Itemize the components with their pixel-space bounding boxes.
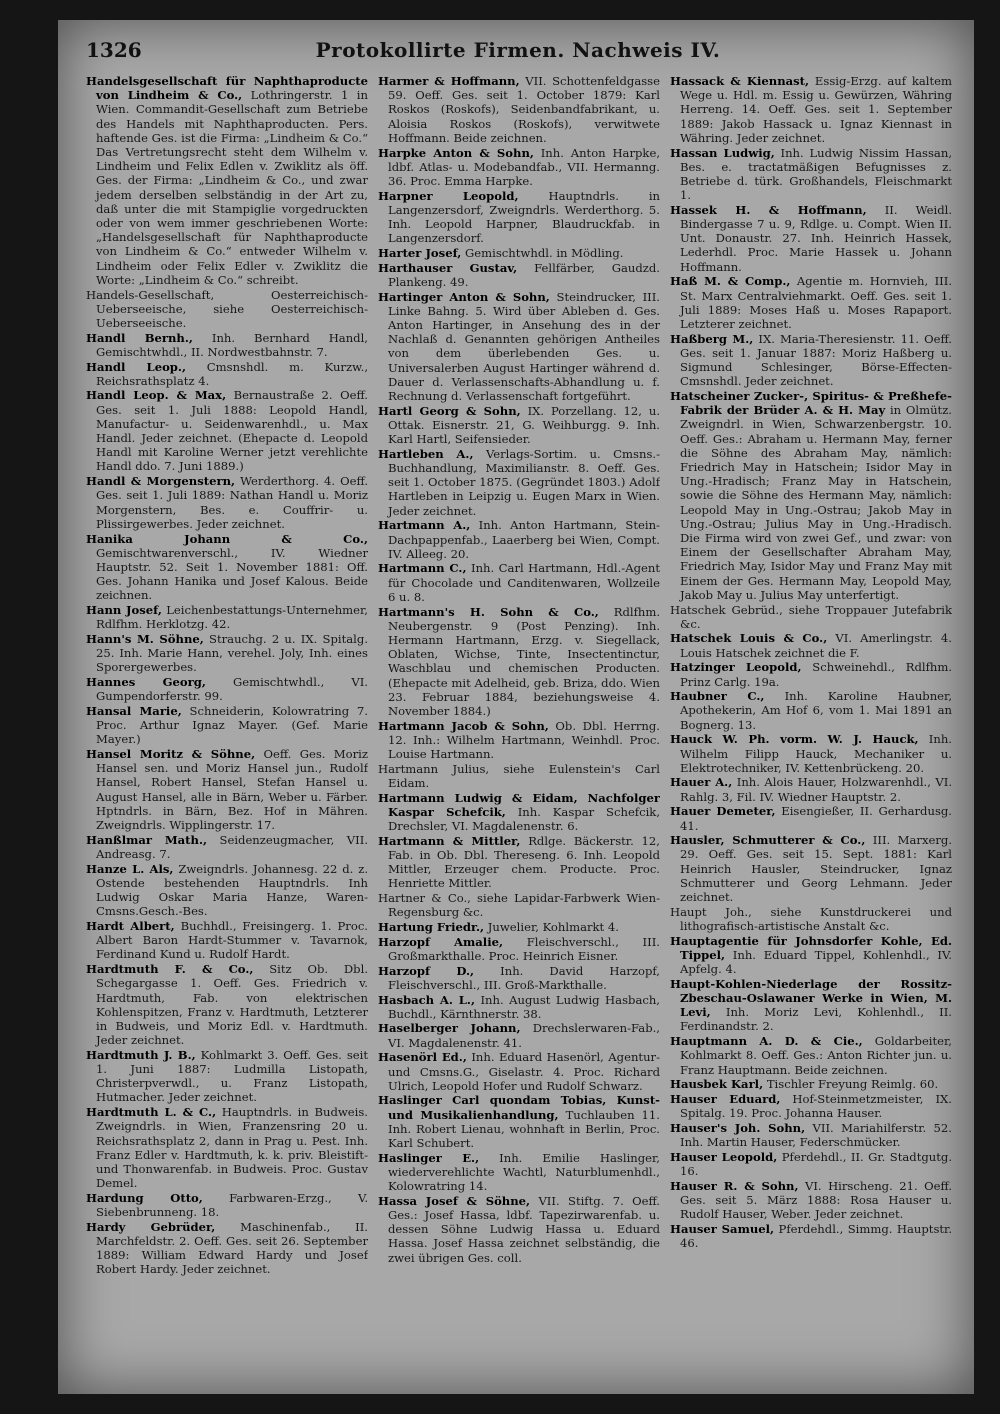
entry-text: Fellfärber, Gaudzd. Plankeng. 49. [388, 260, 660, 289]
directory-entry [378, 1093, 660, 1150]
entry-text: Strauchg. 2 u. IX. Spitalg. 25. Inh. Marie Hann, verehel. Joly, Inh. eines Sporergewerbes. [96, 631, 368, 675]
running-title: Protokollirte Firmen. Nachweis IV. [315, 38, 721, 62]
firm-name: Hartl Georg & Sohn, [378, 403, 521, 418]
firm-name: Hartmann C., [378, 561, 467, 576]
directory-entry [670, 274, 952, 331]
firm-name: Handelsgesellschaft für Naphthaproducte von Lindheim & Co., [86, 74, 368, 103]
page-header [86, 38, 950, 68]
entry-text: Inh. Anton Harpke, ldbf. Atlas- u. Modebandfab., VII. Hermanng. 36. Proc. Emma Harpke. [388, 145, 660, 188]
entry-text: Steindrucker, III. Linke Bahng. 5. Wird über Ableben d. Ges. Anton Hartinger, in Ansehung des in der Nachlaß d. Genannten gehörigen Antheiles von dem überlebenden Ges. u. Universalerben August Hartinger während d. Dauer d. Verlassenschafts-Abhandlung u. f. Rechnung d. Verlassenschaft fortgeführt. [388, 289, 660, 403]
entry-text: Handels-Gesellschaft, Oesterreichisch-Ueberseeische, siehe Oesterreichisch-Ueberseeische. [86, 287, 368, 330]
entry-text: III. Marxerg. 29. Oeff. Ges. seit 15. Sept. 1881: Karl Heinrich Hausler, Steindrucker, Ignaz Schmutterer und Georg Lehmann. Jeder zeichnet. [680, 833, 952, 905]
directory-entry [378, 964, 660, 992]
firm-name: Hausbek Karl, [670, 1077, 764, 1092]
directory-entry [670, 660, 952, 688]
firm-name: Hardtmuth F. & Co., [86, 962, 254, 977]
firm-name: Haßberg M., [670, 331, 754, 346]
entry-text: Inh. Anton Hartmann, Stein-Dachpappenfab., Laaerberg bei Wien, Compt. IV. Alleeg. 20. [388, 518, 660, 561]
firm-name: Harpke Anton & Sohn, [378, 145, 534, 160]
directory-entry [86, 474, 368, 531]
entry-text: Goldarbeiter, Kohlmarkt 8. Oeff. Ges.: Anton Richter jun. u. Franz Hauptmann. Beide zeichnen. [680, 1034, 952, 1077]
firm-name: Hassa Josef & Söhne, [378, 1193, 531, 1208]
entry-text: Schneiderin, Kolowratring 7. Proc. Arthur Ignaz Mayer. (Gef. Marie Mayer.) [96, 703, 368, 747]
entry-text: Eisengießer, II. Gerhardusg. 41. [680, 804, 952, 833]
directory-entry [86, 388, 368, 473]
firm-name: Harmer & Hoffmann, [378, 74, 520, 88]
directory-entry [670, 775, 952, 803]
firm-name: Hardtmuth J. B., [86, 1047, 196, 1062]
firm-name: Handl Leop. & Max, [86, 388, 227, 403]
entry-text: Agentie m. Hornvieh, III. St. Marx Centralviehmarkt. Oeff. Ges. seit 1. Juli 1889: Moses Haß u. Moses Rapaport. Letzterer zeichnet. [680, 274, 952, 331]
directory-entry [86, 603, 368, 631]
directory-entry [670, 833, 952, 904]
firm-name: Haslinger E., [378, 1150, 480, 1165]
firm-name: Hausler, Schmutterer & Co., [670, 833, 866, 848]
directory-entry [378, 1021, 660, 1049]
directory-entry [670, 389, 952, 602]
directory-entry [670, 804, 952, 832]
entry-text: Sitz Ob. Dbl. Schegargasse 1. Oeff. Ges. Friedrich v. Hardtmuth, Fab. von elektrischen Kohlenspitzen, Franz v. Hardtmuth, Letzterer in Budweis, und Moriz Edl. v. Hardtmuth. Jeder zeichnet. [96, 962, 368, 1048]
column-right [670, 74, 952, 1378]
firm-name: Handl Bernh., [86, 330, 193, 345]
firm-name: Hauptmann A. D. & Cie., [670, 1034, 863, 1049]
directory-entry [86, 331, 368, 359]
firm-name: Harzopf D., [378, 963, 475, 978]
directory-entry [670, 203, 952, 274]
firm-name: Hartung Friedr., [378, 919, 485, 934]
firm-name: Hanika Johann & Co., [86, 531, 368, 546]
directory-entry [378, 719, 660, 762]
columns-container [86, 74, 952, 1378]
entry-text: Gemischtwhdl., VI. Gumpendorferstr. 99. [96, 675, 368, 704]
entry-text: Inh. Karoline Haubner, Apothekerin, Am Hof 6, vom 1. Mai 1891 an Bognerg. 13. [680, 689, 952, 732]
directory-entry [378, 189, 660, 246]
entry-text: Hartner & Co., siehe Lapidar-Farbwerk Wien-Regensburg &c. [378, 891, 660, 920]
firm-name: Hannes Georg, [86, 675, 206, 690]
directory-page [58, 20, 974, 1394]
firm-name: Hauser Leopold, [670, 1149, 778, 1164]
entry-text: Inh. Emilie Haslinger, wiederverehlichte Wachtl, Naturblumenhdl., Kolowratring 14. [388, 1150, 660, 1194]
entry-text: Ob. Dbl. Herrng. 12. Inh.: Wilhelm Hartmann, Weinhdl. Proc. Louise Hartmann. [388, 718, 660, 762]
column-middle [378, 74, 660, 1378]
directory-entry [378, 261, 660, 289]
firm-name: Hartmann Jacob & Sohn, [378, 718, 549, 733]
entry-text: Hauptndrls. in Budweis. Zweigndrls. in Wien, Franzensring 20 u. Reichsrathsplatz 2, dann in Prag u. Pest. Inh. Franz Edler v. Hardtmuth, k. k. priv. Bleistift- und Thonwarenfab. in Budweis. Proc. Gustav Demel. [96, 1105, 368, 1191]
directory-entry [86, 1220, 368, 1277]
entry-text: Farbwaren-Erzg., V. Siebenbrunneng. 18. [96, 1190, 368, 1220]
entry-text: Schweinehdl., Rdlfhm. Prinz Carlg. 19a. [680, 660, 952, 689]
firm-name: Hatschek Louis & Co., [670, 631, 828, 646]
firm-name: Hartmann & Mittler, [378, 833, 521, 848]
directory-entry [670, 905, 952, 933]
entry-text: Inh. David Harzopf, Fleischverschl., III. Groß-Markthalle. [388, 963, 660, 992]
firm-name: Hardung Otto, [86, 1190, 203, 1205]
entry-text: Juwelier, Kohlmarkt 4. [487, 919, 619, 934]
directory-entry [86, 747, 368, 832]
firm-name: Hauck W. Ph. vorm. W. J. Hauck, [670, 732, 919, 747]
directory-entry [670, 934, 952, 977]
firm-name: Hassack & Kiennast, [670, 74, 810, 88]
entry-text: Zweigndrls. Johannesg. 22 d. z. Ostende bestehenden Hauptndrls. Inh Ludwig Oskar Maria Hanze, Waren-Cmsns.Gesch.-Bes. [96, 861, 368, 919]
directory-entry [378, 791, 660, 834]
directory-entry [86, 704, 368, 747]
entry-text: Kohlmarkt 3. Oeff. Ges. seit 1. Juni 1887: Ludmilla Listopath, Christerpverwdl., u. Franz Listopath, Hutmacher. Jeder zeichnet. [96, 1047, 368, 1105]
entry-text: II. Weidl. Bindergasse 7 u. 9, Rdlge. u. Compt. Wien II. Unt. Donaustr. 27. Inh. Heinrich Hassek, Lederhdl. Proc. Marie Hassek u. Johann Hoffmann. [680, 202, 952, 274]
entry-text: Buchhdl., Freisingerg. 1. Proc. Albert Baron Hardt-Stummer v. Tavarnok, Ferdinand Kund u. Rudolf Hardt. [96, 918, 368, 962]
column-left [86, 74, 368, 1378]
firm-name: Hardtmuth L. & C., [86, 1105, 217, 1120]
entry-text: Verlags-Sortim. u. Cmsns.-Buchhandlung, Maximilianstr. 8. Oeff. Ges. seit 1. October 1875. (Gegründet 1803.) Adolf Hartleben in Leipzig u. Eugen Marx in Wien. Jeder zeichnet. [388, 446, 660, 518]
firm-name: Hartmann Ludwig & Eidam, Nachfolger Kaspar Schefcik, [378, 790, 660, 819]
directory-entry [670, 1179, 952, 1222]
firm-name: Hasbach A. L., [378, 992, 475, 1007]
entry-text: in Olmütz. Zweigndrl. in Wien, Schwarzenbergstr. 10. Oeff. Ges.: Abraham u. Hermann May, ferner die Söhne des Abraham May, nämlich: Friedrich May in Hatschein; Isidor May in Ung.-Hradisch; Franz May in Hatschein, sowie die Söhne des Hermann May, nämlich: Leopold May in Ung.-Ostrau; Jakob May in Ung.-Ostrau; Julius May in Ung.-Hradisch. Die Firma wird von zwei Gef., und zwar: von Einem der Gesellschafter Abraham May, Friedrich May, Isidor May und Franz May mit Einem der Ges. Hermann May, Leopold May, Jakob May u. Julius May unterfertigt. [680, 403, 952, 602]
entry-text: Pferdehdl., Simmg. Hauptstr. 46. [680, 1221, 952, 1250]
directory-entry [378, 834, 660, 891]
entry-text: Hauptndrls. in Langenzersdorf, Zweigndrls. Werderthorg. 5. Inh. Leopold Harpner, Blaudruckfab. in Langenzersdorf. [388, 188, 660, 246]
entry-text: Cmsnshdl. m. Kurzw., Reichsrathsplatz 4. [96, 359, 368, 388]
entry-text: Hof-Steinmetzmeister, IX. Spitalg. 19. Proc. Johanna Hauser. [680, 1091, 952, 1121]
directory-entry [670, 977, 952, 1034]
entry-text: Gemischtwarenverschl., IV. Wiedner Hauptstr. 52. Seit 1. November 1881: Off. Ges. Johann Hanika und Josef Kalous. Beide zeichnen. [96, 545, 368, 603]
entry-text: Fleischverschl., III. Großmarkthalle. Proc. Heinrich Eisner. [388, 934, 660, 963]
firm-name: Hauser's Joh. Sohn, [670, 1120, 806, 1135]
directory-entry [86, 632, 368, 675]
directory-entry [86, 675, 368, 703]
directory-entry [378, 993, 660, 1021]
entry-text: VII. Schottenfeldgasse 59. Oeff. Ges. seit 1. October 1879: Karl Roskos (Roskofs), Seidenbandfabrikant, u. Aloisia Roskos (Roskofs), verwitwete Hoffmann. Beide zeichnen. [388, 74, 660, 145]
firm-name: Hanßlmar Math., [86, 832, 208, 847]
firm-name: Harpner Leopold, [378, 188, 519, 203]
entry-text: Rdlfhm. Neubergenstr. 9 (Post Penzing). Inh. Hermann Hartmann, Erzg. v. Siegellack, Oblaten, Wichse, Tinte, Insectentinctur, Waschblau und chemischen Producten. (Ehepacte mit Adelheid, geb. Briza, ddo. Wien 23. Februar 1884, beziehungsweise 4. November 1884.) [388, 604, 660, 718]
firm-name: Hauser R. & Sohn, [670, 1178, 799, 1193]
firm-name: Harthauser Gustav, [378, 260, 518, 275]
directory-entry [86, 288, 368, 331]
directory-entry [670, 1077, 952, 1091]
directory-entry [86, 1048, 368, 1105]
directory-entry [378, 404, 660, 447]
entry-text: Inh. Kaspar Schefcik, Drechsler, VI. Magdalenenstr. 6. [388, 804, 660, 834]
entry-text: Essig-Erzg. auf kaltem Wege u. Hdl. m. Essig u. Gewürzen, Währing Herreng. 14. Oeff. Ges. seit 1. September 1889: Jakob Hassack u. Ignaz Kiennast in Währing. Jeder zeichnet. [680, 74, 952, 145]
entry-text: Tuchlauben 11. Inh. Robert Lienau, wohnhaft in Berlin, Proc. Karl Schubert. [388, 1107, 660, 1151]
firm-name: Hansal Marie, [86, 703, 182, 718]
firm-name: Hardy Gebrüder, [86, 1219, 216, 1234]
firm-name: Hauser Samuel, [670, 1221, 775, 1236]
directory-entry [670, 631, 952, 659]
entry-text: Oeff. Ges. Moriz Hansel sen. und Moriz Hansel jun., Rudolf Hansel, Robert Hansel, Stefan Hansel u. August Hansel, alle in Bärn, Weber u. Färber. Hptndrls. in Bärn, Bez. Hof in Mähren. Zweigndrls. Wipplingerstr. 17. [96, 747, 368, 833]
entry-text: VI. Amerlingstr. 4. Louis Hatschek zeichnet die F. [680, 631, 952, 660]
firm-name: Hauer A., [670, 775, 733, 790]
entry-text: IX. Porzellang. 12, u. Ottak. Eisnerstr. 21, G. Weihburgg. 9. Inh. Karl Hartl, Seifensieder. [388, 403, 660, 447]
directory-entry [670, 1034, 952, 1077]
directory-entry [86, 1191, 368, 1219]
page-number: 1326 [86, 38, 142, 62]
firm-name: Hansel Moritz & Söhne, [86, 747, 256, 762]
directory-entry [670, 732, 952, 775]
firm-name: Hauptagentie für Johnsdorfer Kohle, Ed. Tippel, [670, 933, 952, 962]
directory-entry [378, 920, 660, 934]
entry-text: Rdlge. Bäckerstr. 12, Fab. in Ob. Dbl. Thereseng. 6. Inh. Leopold Mittler, Erzeuger chem. Producte. Proc. Henriette Mittler. [388, 833, 660, 891]
directory-entry [378, 561, 660, 604]
firm-name: Hartleben A., [378, 446, 474, 461]
directory-entry [86, 74, 368, 287]
entry-text: Inh. Eduard Hasenörl, Agentur- und Cmsns.G., Giselastr. 4. Proc. Richard Ulrich, Leopold Hofer und Rudolf Schwarz. [388, 1050, 660, 1093]
directory-entry [378, 246, 660, 260]
entry-text: Gemischtwhdl. in Mödling. [465, 245, 624, 260]
directory-entry [378, 605, 660, 719]
firm-name: Hassek H. & Hoffmann, [670, 202, 867, 217]
firm-name: Haslinger Carl quondam Tobias, Kunst- und Musikalienhandlung, [378, 1093, 660, 1122]
directory-entry [670, 1150, 952, 1178]
firm-name: Hasenörl Ed., [378, 1050, 467, 1065]
entry-text: Leichenbestattungs-Unternehmer, Rdlfhm. Herklotzg. 42. [96, 603, 368, 632]
entry-text: Drechslerwaren-Fab., VI. Magdalenenstr. 41. [388, 1021, 660, 1050]
directory-entry [378, 74, 660, 145]
firm-name: Hartmann A., [378, 518, 471, 533]
directory-entry [670, 1092, 952, 1120]
entry-text: Pferdehdl., II. Gr. Stadtgutg. 16. [680, 1149, 952, 1178]
entry-text: Inh. August Ludwig Hasbach, Buchdl., Kärnthnerstr. 38. [388, 992, 660, 1021]
entry-text: Maschinenfab., II. Marchfeldstr. 2. Oeff. Ges. seit 26. September 1889: William Edward Hardy und Josef Robert Hardy. Jeder zeichnet. [96, 1219, 368, 1277]
entry-text: IX. Maria-Theresienstr. 11. Oeff. Ges. seit 1. Januar 1887: Moriz Haßberg u. Sigmund Schlesinger, Börse-Effecten-Cmsnshdl. Jeder zeichnet. [680, 331, 952, 389]
directory-entry [378, 935, 660, 963]
directory-entry [378, 891, 660, 919]
firm-name: Hardt Albert, [86, 918, 175, 933]
firm-name: Hauer Demeter, [670, 804, 776, 819]
directory-entry [670, 146, 952, 203]
firm-name: Harter Josef, [378, 245, 462, 260]
firm-name: Hartmann's H. Sohn & Co., [378, 604, 599, 619]
directory-entry [670, 332, 952, 389]
entry-text: Bernaustraße 2. Oeff. Ges. seit 1. Juli 1888: Leopold Handl, Manufactur- u. Seidenwarenhdl., u. Max Handl. Jeder zeichnet. (Ehepacte d. Leopold Handl mit Karoline Werner jetzt verehlichte Handl ddo. 7. Juni 1889.) [96, 388, 368, 474]
directory-entry [86, 962, 368, 1047]
firm-name: Harzopf Amalie, [378, 934, 504, 949]
directory-entry [86, 360, 368, 388]
entry-text: Inh. Eduard Tippel, Kohlenhdl., IV. Apfelg. 4. [680, 947, 952, 977]
directory-entry [86, 833, 368, 861]
entry-text: Hatschek Gebrüd., siehe Troppauer Jutefabrik &c. [670, 602, 952, 631]
directory-entry [378, 762, 660, 790]
directory-entry [378, 1194, 660, 1265]
firm-name: Handl & Morgenstern, [86, 474, 236, 489]
directory-entry [378, 1151, 660, 1194]
directory-entry [378, 1050, 660, 1093]
directory-entry [670, 689, 952, 732]
directory-entry [670, 603, 952, 631]
firm-name: Haß M. & Comp., [670, 274, 791, 289]
entry-text: Lothringerstr. 1 in Wien. Commandit-Gesellschaft zum Betriebe des Handels mit Naphthaproducten. Pers. haftende Ges. ist die Firma: „Lindheim & Co.“ Das Vertretungsrecht steht dem Wilhelm v. Lindheim und Felix Edlen v. Zwiklitz als öff. Ges. der Firma: „Lindheim & Co., und zwar jedem derselben selbständig in der Art zu, daß unter die mit Stampiglie vorgedruckten oder von wem immer geschriebenen Worte: „Handelsgesellschaft für Naphthaproducte von Lindheim & Co.“ entweder Wilhelm v. Lindheim oder Felix Edler v. Zwiklitz die Worte: „Lindheim & Co.“ schreibt. [96, 88, 368, 287]
firm-name: Haupt-Kohlen-Niederlage der Rossitz-Zbeschau-Oslawaner Werke in Wien, M. Levi, [670, 976, 952, 1020]
firm-name: Hann's M. Söhne, [86, 631, 204, 646]
entry-text: Inh. Carl Hartmann, Hdl.-Agent für Chocolade und Canditenwaren, Wollzeile 6 u. 8. [388, 561, 660, 604]
directory-entry [670, 1121, 952, 1149]
firm-name: Hatzinger Leopold, [670, 660, 802, 675]
directory-entry [378, 518, 660, 561]
entry-text: Hartmann Julius, siehe Eulenstein's Carl Eidam. [378, 761, 660, 790]
entry-text: Inh. Wilhelm Filipp Hauck, Mechaniker u. Elektrotechniker, IV. Kettenbrückeng. 20. [680, 732, 952, 775]
firm-name: Haubner C., [670, 689, 765, 704]
directory-entry [378, 146, 660, 189]
firm-name: Haselberger Johann, [378, 1021, 521, 1036]
directory-entry [86, 919, 368, 962]
firm-name: Handl Leop., [86, 359, 186, 374]
directory-entry [378, 290, 660, 404]
directory-entry [86, 862, 368, 919]
entry-text: Inh. Bernhard Handl, Gemischtwhdl., II. Nordwestbahnstr. 7. [96, 330, 368, 359]
firm-name: Hartinger Anton & Sohn, [378, 289, 550, 304]
entry-text: Werderthorg. 4. Oeff. Ges. seit 1. Juli 1889: Nathan Handl u. Moriz Morgenstern, Bes. e. Couffrir- u. Plissirgewerbes. Jeder zeichnet. [96, 474, 368, 531]
directory-entry [86, 532, 368, 603]
entry-text: Inh. Moriz Levi, Kohlenhdl., II. Ferdinandstr. 2. [680, 1005, 952, 1034]
directory-entry [670, 74, 952, 145]
entry-text: VII. Mariahilferstr. 52. Inh. Martin Hauser, Federschmücker. [680, 1120, 952, 1150]
firm-name: Hassan Ludwig, [670, 145, 775, 160]
entry-text: VII. Stiftg. 7. Oeff. Ges.: Josef Hassa, ldbf. Tapezirwarenfab. u. dessen Söhne Ludwig Hassa u. Eduard Hassa. Josef Hassa zeichnet selbständig, die zwei übrigen Ges. coll. [388, 1193, 660, 1265]
firm-name: Hauser Eduard, [670, 1091, 781, 1106]
entry-text: Inh. Ludwig Nissim Hassan, Bes. e. tractatmäßigen Befugnisses z. Betriebe d. türk. Großhandels, Fleischmarkt 1. [680, 145, 952, 203]
entry-text: Tischler Freyung Reimlg. 60. [766, 1077, 939, 1092]
firm-name: Hanze L. Als, [86, 861, 174, 876]
firm-name: Hatscheiner Zucker-, Spiritus- & Preßhefe-Fabrik der Brüder A. & H. May [670, 388, 952, 418]
directory-entry [378, 447, 660, 518]
firm-name: Hann Josef, [86, 603, 162, 618]
entry-text: Inh. Alois Hauer, Holzwarenhdl., VI. Rahlg. 3, Fil. IV. Wiedner Hauptstr. 2. [680, 775, 952, 804]
entry-text: Seidenzeugmacher, VII. Andreasg. 7. [96, 832, 368, 861]
entry-text: Haupt Joh., siehe Kunstdruckerei und lithografisch-artistische Anstalt &c. [670, 904, 952, 933]
directory-entry [670, 1222, 952, 1250]
entry-text: VI. Hirscheng. 21. Oeff. Ges. seit 5. März 1888: Rosa Hauser u. Rudolf Hauser, Weber. Jeder zeichnet. [680, 1178, 952, 1222]
directory-entry [86, 1105, 368, 1190]
